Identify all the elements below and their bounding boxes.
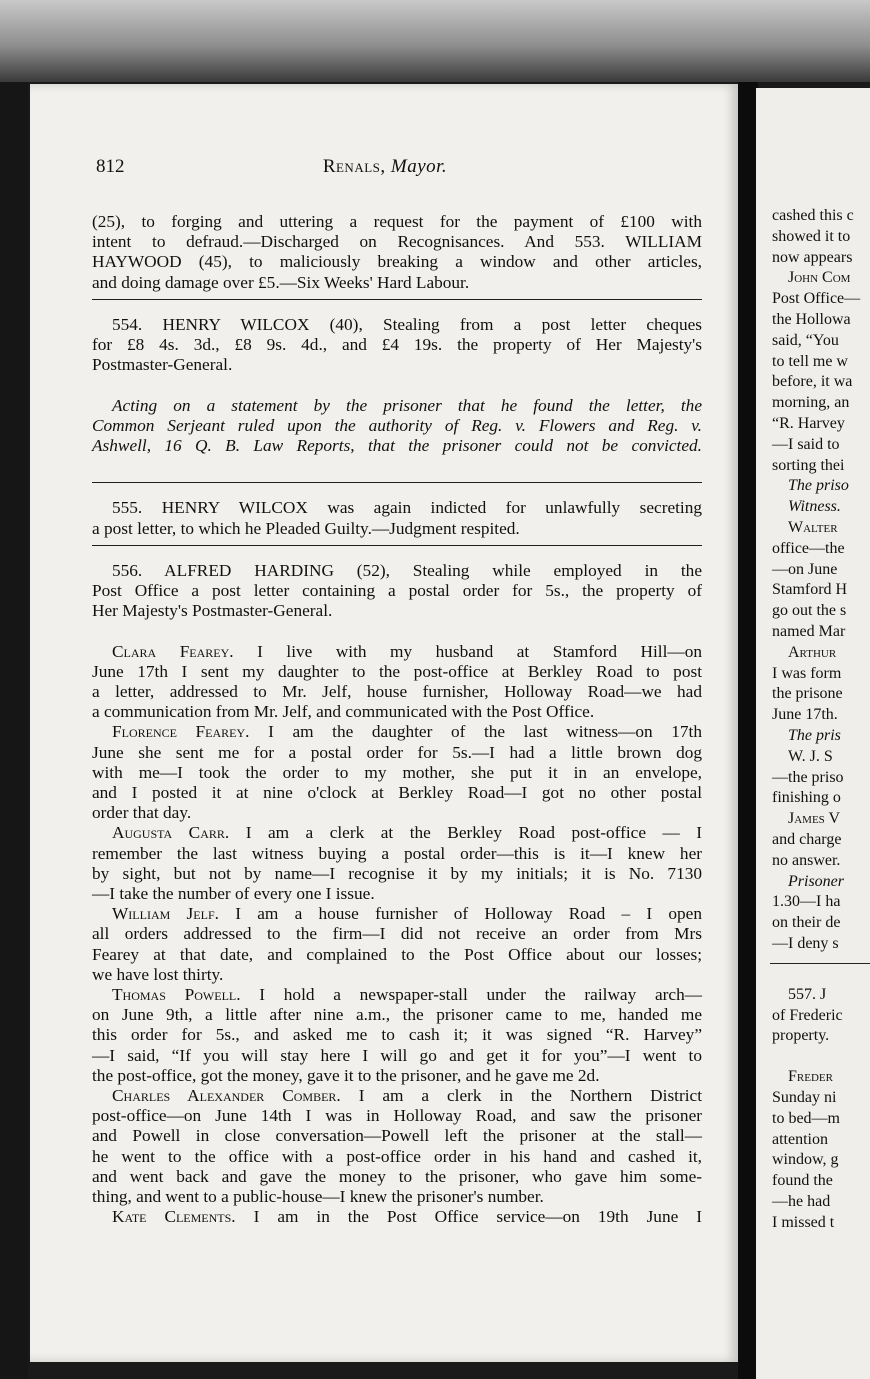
- facing-page-fragment: June 17th.: [772, 706, 838, 724]
- witness-statement: I hold a newspaper-stall under the railway arch—: [259, 985, 702, 1004]
- facing-section-rule: [770, 963, 870, 964]
- page-number: 812: [96, 156, 125, 177]
- witness-statement-line: we have lost thirty.: [92, 964, 224, 984]
- witness-statement-line: all orders addressed to the firm—I did not receive an order from Mrs: [92, 924, 702, 944]
- witness-statement-line: June 17th I sent my daughter to the post-office at Berkley Road to post: [92, 661, 702, 681]
- facing-page-fragment: now appears: [772, 248, 853, 266]
- facing-page-fragment: Walter: [788, 519, 838, 536]
- section-rule: [92, 545, 702, 546]
- facing-page-fragment: no answer.: [772, 851, 841, 869]
- witness-statement-line: this order for 5s., and asked me to cash it; it was signed “R. Harvey”: [92, 1025, 702, 1045]
- witness-statement-line: June she sent me for a postal order for 5s.—I had a little brown dog: [92, 742, 702, 762]
- witness-statement: I am a clerk in the Northern District: [358, 1086, 702, 1105]
- witness-testimony-first-line: [112, 1207, 702, 1227]
- facing-page-fragment: 1.30—I ha: [772, 893, 841, 911]
- case-553-line: and doing damage over £5.—Six Weeks' Hard Labour.: [92, 272, 470, 292]
- running-header: [30, 156, 740, 178]
- case-555-line: a post letter, to which he Pleaded Guilty.—Judgment respited.: [92, 518, 520, 538]
- witness-statement-line: and went back and gave the money to the prisoner, who gave him some-: [92, 1166, 702, 1186]
- facing-page-fragment: John Com: [788, 269, 851, 287]
- witness-statement-line: the post-office, got the money, gave it to the prisoner, and he gave me 2d.: [92, 1065, 600, 1085]
- book-spine: [738, 82, 758, 1379]
- facing-page-fragment: said, “You: [772, 331, 839, 349]
- witness-testimony-first-line: [112, 1086, 702, 1106]
- witness-statement: I am a house furnisher of Holloway Road – I open: [235, 904, 702, 924]
- facing-page-fragment: —I said to: [772, 435, 840, 453]
- witness-statement-line: thing, and went to a public-house—I knew the prisoner's number.: [92, 1187, 544, 1206]
- facing-page-fragment: Sunday ni: [772, 1089, 837, 1106]
- section-rule: [92, 482, 702, 483]
- facing-page-fragment: named Mar: [772, 623, 846, 640]
- scan-edge-left: [0, 82, 28, 1379]
- book-page-right-fragment: [756, 88, 870, 1379]
- facing-page-fragment: The priso: [788, 477, 849, 495]
- facing-page-fragment: Post Office—: [772, 290, 861, 308]
- facing-page-fragment: I missed t: [772, 1213, 835, 1231]
- facing-page-fragment: attention: [772, 1130, 828, 1148]
- witness-statement-line: and Powell in close conversation—Powell left the prisoner at the stall—: [92, 1126, 702, 1146]
- running-header-office: Mayor.: [390, 156, 448, 177]
- case-553-line: intent to defraud.—Discharged on Recognisances. And 553. WILLIAM: [92, 232, 702, 252]
- witness-name: William Jelf.: [112, 904, 219, 924]
- facing-page-fragment: —I deny s: [772, 935, 839, 952]
- facing-page-fragment: showed it to: [772, 227, 851, 245]
- witness-statement-line: a communication from Mr. Jelf, and communicated with the Post Office.: [92, 702, 595, 722]
- facing-page-fragment: finishing o: [772, 789, 841, 807]
- facing-page-fragment: sorting thei: [772, 456, 845, 474]
- case-556-line: Post Office a post letter containing a postal order for 5s., the property of: [92, 581, 702, 600]
- witness-statement-line: on June 9th, a little after nine a.m., the prisoner came to me, handed me: [92, 1005, 702, 1025]
- witness-name: Augusta Carr.: [112, 823, 230, 843]
- facing-page-fragment: on their de: [772, 914, 841, 932]
- facing-page-fragment: morning, an: [772, 394, 850, 412]
- facing-page-fragment: The pris: [788, 727, 841, 744]
- witness-statement-line: order that day.: [92, 803, 192, 823]
- running-header-name: Renals,: [322, 156, 386, 177]
- witness-testimony-first-line: [112, 722, 702, 742]
- witness-statement-line: Fearey at that date, and complained to the Post Office about our losses;: [92, 944, 702, 964]
- facing-page-fragment: to tell me w: [772, 352, 848, 370]
- witness-statement: I am a clerk at the Berkley Road post-office — I: [245, 823, 703, 843]
- witness-statement-line: post-office—on June 14th I was in Holloway Road, and saw the prisoner: [92, 1106, 702, 1126]
- facing-page-fragment: window, g: [772, 1151, 839, 1169]
- section-rule: [92, 299, 702, 300]
- facing-page-fragment: before, it wa: [772, 373, 853, 391]
- witness-statement-line: by sight, but not by name—I recognise it by my initials; it is No. 7130: [92, 863, 702, 883]
- facing-page-fragment: Prisoner: [788, 872, 844, 890]
- witness-testimony-first-line: [112, 642, 702, 662]
- ruling-line: Acting on a statement by the prisoner that he found the letter, the: [112, 395, 702, 415]
- witness-statement-line: —I take the number of every one I issue.: [92, 884, 375, 903]
- facing-page-fragment: W. J. S: [788, 747, 833, 765]
- witness-name: Clara Fearey.: [112, 641, 234, 661]
- case-555-line: 555. HENRY WILCOX was again indicted for unlawfully secreting: [112, 498, 702, 518]
- witness-testimony-first-line: [112, 904, 702, 924]
- facing-page-fragment: —on June: [772, 560, 838, 578]
- ruling-line: Ashwell, 16 Q. B. Law Reports, that the prisoner could not be convicted.: [92, 436, 702, 455]
- witness-statement-line: with me—I took the order to my mother, she put it in an envelope,: [92, 762, 702, 782]
- facing-page-fragment: the Hollowa: [772, 311, 851, 328]
- case-554-line: for £8 4s. 3d., £8 9s. 4d., and £4 19s. the property of Her Majesty's: [92, 335, 702, 354]
- witness-name: Florence Fearey.: [112, 722, 250, 742]
- witness-name: Charles Alexander Comber.: [112, 1086, 341, 1105]
- witness-statement: I am the daughter of the last witness—on 17th: [268, 722, 702, 742]
- facing-page-fragment: “R. Harvey: [772, 415, 845, 432]
- facing-page-fragment: property.: [772, 1027, 830, 1045]
- case-554-line: Postmaster-General.: [92, 355, 233, 375]
- facing-page-fragment: of Frederic: [772, 1006, 843, 1024]
- witness-statement-line: a letter, addressed to Mr. Jelf, house furnisher, Holloway Road—we had: [92, 682, 702, 701]
- witness-testimony-first-line: [112, 823, 702, 843]
- facing-page-fragment: office—the: [772, 539, 845, 557]
- book-page-left: [30, 84, 740, 1362]
- witness-name: Thomas Powell.: [112, 985, 241, 1004]
- witness-name: Kate Clements.: [112, 1207, 236, 1227]
- facing-page-fragment: Witness.: [788, 498, 841, 516]
- witness-statement: I am in the Post Office service—on 19th June I: [253, 1207, 702, 1227]
- facing-page-fragment: go out the s: [772, 602, 847, 620]
- facing-page-fragment: and charge: [772, 831, 842, 848]
- case-553-line: (25), to forging and uttering a request for the payment of £100 with: [92, 212, 702, 231]
- facing-page-fragment: found the: [772, 1172, 833, 1190]
- witness-statement-line: remember the last witness buying a postal order—this is it—I knew her: [92, 843, 702, 863]
- facing-page-fragment: James V: [788, 810, 841, 828]
- ruling-line: Common Serjeant ruled upon the authority of Reg. v. Flowers and Reg. v.: [92, 415, 702, 435]
- facing-page-fragment: 557. J: [788, 985, 827, 1003]
- facing-page-fragment: —he had: [772, 1193, 831, 1210]
- facing-page-fragment: I was form: [772, 664, 842, 682]
- witness-statement-line: and I posted it at nine o'clock at Berkley Road—I got no other postal: [92, 783, 702, 802]
- facing-page-fragment: to bed—m: [772, 1109, 840, 1127]
- case-553-line: HAYWOOD (45), to maliciously breaking a window and other articles,: [92, 252, 702, 272]
- case-556-line: 556. ALFRED HARDING (52), Stealing while employed in the: [112, 560, 702, 580]
- witness-statement-line: —I said, “If you will stay here I will go and get it for you”—I went to: [92, 1045, 702, 1065]
- witness-statement: I live with my husband at Stamford Hill—on: [257, 641, 702, 661]
- facing-page-fragment: Freder: [788, 1068, 833, 1086]
- case-556-line: Her Majesty's Postmaster-General.: [92, 601, 333, 621]
- facing-page-fragment: Arthur: [788, 643, 837, 661]
- facing-page-fragment: —the priso: [772, 768, 844, 786]
- facing-page-fragment: cashed this c: [772, 207, 854, 224]
- witness-testimony-first-line: [112, 985, 702, 1005]
- facing-page-fragment: Stamford H: [772, 581, 848, 599]
- case-554-line: 554. HENRY WILCOX (40), Stealing from a post letter cheques: [112, 314, 702, 334]
- witness-statement-line: he went to the office with a post-office order in his hand and cashed it,: [92, 1146, 702, 1166]
- facing-page-fragment: the prisone: [772, 685, 843, 703]
- scan-background-top: [0, 0, 870, 82]
